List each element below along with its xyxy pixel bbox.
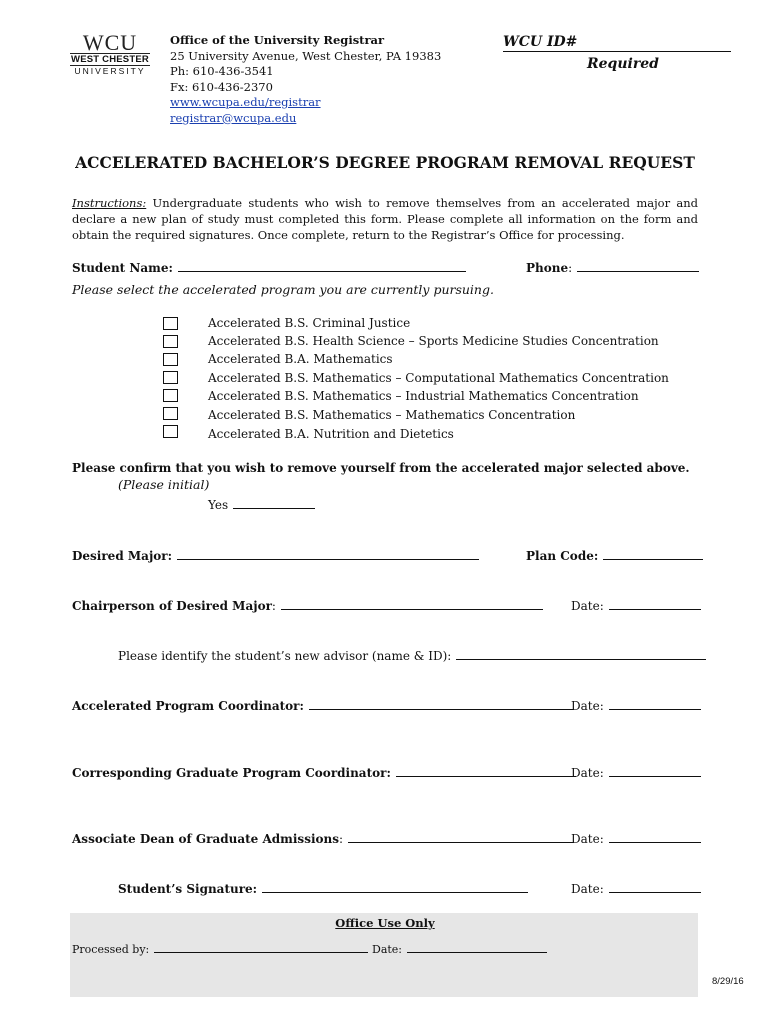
student-signature-label: Student’s Signature: bbox=[118, 882, 258, 896]
processed-by-row bbox=[72, 938, 368, 957]
registrar-email-link[interactable]: registrar@wcupa.edu bbox=[170, 110, 297, 125]
processed-by-field[interactable] bbox=[154, 941, 368, 953]
coordinator-row bbox=[72, 695, 573, 714]
registrar-website-link[interactable]: www.wcupa.edu/registrar bbox=[170, 95, 321, 109]
program-checkbox[interactable] bbox=[163, 407, 178, 420]
logo-wcu-text: WCU bbox=[70, 33, 150, 54]
student-name-row bbox=[72, 257, 466, 276]
office-fax: Fx: 610-436-2370 bbox=[170, 79, 273, 94]
office-date-field[interactable] bbox=[407, 941, 547, 953]
office-name: Office of the University Registrar bbox=[170, 33, 385, 47]
wcu-id-field[interactable] bbox=[503, 51, 731, 52]
plan-code-row bbox=[526, 545, 703, 564]
assoc-dean-date-row bbox=[571, 828, 701, 847]
grad-coordinator-label: Corresponding Graduate Program Coordinator: bbox=[72, 766, 391, 780]
program-checkbox[interactable] bbox=[163, 317, 178, 330]
program-option-label: Accelerated B.S. Mathematics – Mathematics Concentration bbox=[208, 408, 576, 422]
instructions bbox=[72, 195, 698, 243]
advisor-prompt: Please identify the student’s new advisor (name & ID): bbox=[118, 649, 452, 663]
student-signature-date-field[interactable] bbox=[609, 881, 701, 893]
phone-label: Phone bbox=[526, 261, 569, 275]
advisor-row bbox=[118, 645, 706, 664]
desired-major-row bbox=[72, 545, 479, 564]
select-program-prompt: Please select the accelerated program you are currently pursuing. bbox=[72, 282, 494, 297]
coordinator-signature-field[interactable] bbox=[309, 698, 573, 710]
assoc-dean-colon: : bbox=[339, 832, 344, 846]
desired-major-field[interactable] bbox=[177, 548, 479, 560]
program-option-label: Accelerated B.S. Mathematics – Industrial Mathematics Concentration bbox=[208, 389, 639, 403]
wcu-logo bbox=[70, 30, 150, 76]
phone-field[interactable] bbox=[577, 260, 699, 272]
chairperson-colon: : bbox=[271, 599, 276, 613]
office-address: 25 University Avenue, West Chester, PA 19383 bbox=[170, 48, 442, 63]
program-option-label: Accelerated B.S. Criminal Justice bbox=[208, 316, 411, 330]
office-date-label: Date: bbox=[372, 943, 403, 956]
student-signature-date-row bbox=[571, 878, 701, 897]
program-checkbox[interactable] bbox=[163, 353, 178, 366]
instructions-label: Instructions: bbox=[72, 196, 147, 210]
logo-west-chester-text: WEST CHESTER bbox=[71, 54, 149, 65]
chairperson-row bbox=[72, 595, 543, 614]
plan-code-label: Plan Code: bbox=[526, 549, 599, 563]
phone-row bbox=[526, 257, 699, 276]
registrar-contact-block bbox=[170, 33, 441, 126]
coordinator-date-field[interactable] bbox=[609, 698, 701, 710]
instructions-text: Undergraduate students who wish to remove themselves from an accelerated major and declare a new plan of study must completed this form. Please complete all information on the form and obtain the required signatures. Once complete, return to the Registrar’s Office for processing. bbox=[72, 196, 698, 242]
date-label: Date: bbox=[571, 882, 604, 896]
please-initial-text: (Please initial) bbox=[118, 477, 210, 492]
program-option-label: Accelerated B.A. Nutrition and Dietetics bbox=[208, 427, 454, 441]
assoc-dean-label: Associate Dean of Graduate Admissions bbox=[72, 832, 339, 846]
desired-major-label: Desired Major: bbox=[72, 549, 173, 563]
wcu-id-label: WCU ID# bbox=[503, 34, 578, 50]
form-revision-date: 8/29/16 bbox=[712, 976, 744, 987]
chairperson-date-row bbox=[571, 595, 701, 614]
grad-coordinator-signature-field[interactable] bbox=[396, 765, 576, 777]
chairperson-signature-field[interactable] bbox=[281, 598, 543, 610]
program-checkbox[interactable] bbox=[163, 335, 178, 348]
program-checkbox[interactable] bbox=[163, 389, 178, 402]
office-date-row bbox=[372, 938, 547, 957]
phone-colon: : bbox=[568, 261, 573, 275]
student-name-field[interactable] bbox=[178, 260, 466, 272]
program-option-label: Accelerated B.S. Mathematics – Computational Mathematics Concentration bbox=[208, 371, 669, 385]
confirm-removal-text: Please confirm that you wish to remove yourself from the accelerated major selected above. bbox=[72, 461, 690, 475]
assoc-dean-row bbox=[72, 828, 574, 847]
date-label: Date: bbox=[571, 766, 604, 780]
date-label: Date: bbox=[571, 599, 604, 613]
student-name-label: Student Name: bbox=[72, 261, 173, 275]
program-option-label: Accelerated B.A. Mathematics bbox=[208, 352, 393, 366]
yes-label: Yes bbox=[208, 498, 229, 512]
form-title: ACCELERATED BACHELOR’S DEGREE PROGRAM REMOVAL REQUEST bbox=[75, 153, 695, 172]
program-checkbox[interactable] bbox=[163, 425, 178, 438]
chairperson-date-field[interactable] bbox=[609, 598, 701, 610]
logo-university-text: UNIVERSITY bbox=[70, 65, 150, 76]
office-use-title: Office Use Only bbox=[335, 916, 435, 930]
advisor-field[interactable] bbox=[456, 648, 706, 660]
coordinator-date-row bbox=[571, 695, 701, 714]
grad-coordinator-date-field[interactable] bbox=[609, 765, 701, 777]
date-label: Date: bbox=[571, 699, 604, 713]
yes-initial-row bbox=[208, 494, 315, 513]
student-signature-field[interactable] bbox=[262, 881, 528, 893]
chairperson-label: Chairperson of Desired Major bbox=[72, 599, 272, 613]
grad-coordinator-row bbox=[72, 762, 576, 781]
assoc-dean-date-field[interactable] bbox=[609, 831, 701, 843]
plan-code-field[interactable] bbox=[603, 548, 703, 560]
office-phone: Ph: 610-436-3541 bbox=[170, 64, 274, 78]
grad-coordinator-date-row bbox=[571, 762, 701, 781]
assoc-dean-signature-field[interactable] bbox=[348, 831, 574, 843]
program-checkbox[interactable] bbox=[163, 371, 178, 384]
yes-initial-field[interactable] bbox=[233, 497, 315, 509]
processed-by-label: Processed by: bbox=[72, 943, 150, 956]
required-label: Required bbox=[587, 56, 659, 72]
student-signature-row bbox=[118, 878, 528, 897]
coordinator-label: Accelerated Program Coordinator: bbox=[72, 699, 304, 713]
date-label: Date: bbox=[571, 832, 604, 846]
program-option-label: Accelerated B.S. Health Science – Sports Medicine Studies Concentration bbox=[208, 334, 659, 348]
